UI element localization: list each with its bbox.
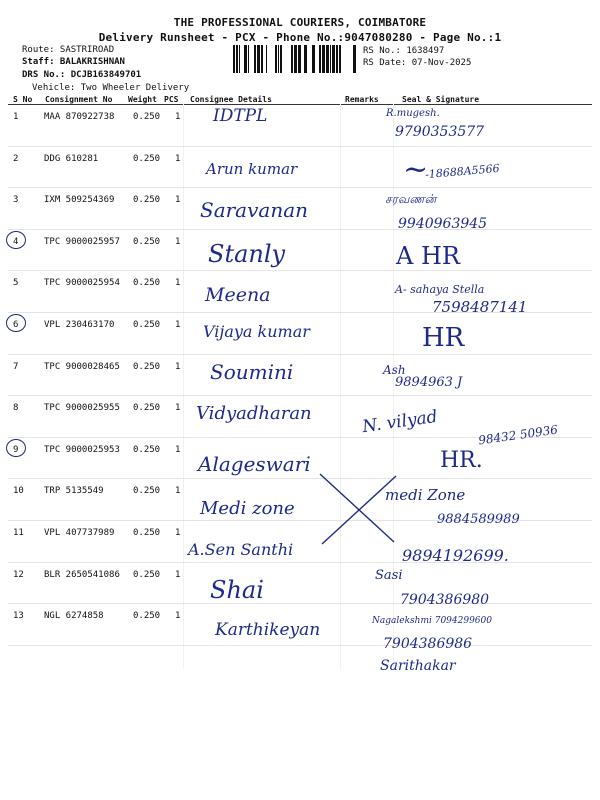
circled-mark	[6, 439, 26, 457]
consignment-number: VPL 230463170	[44, 320, 115, 330]
pcs-value: 1	[175, 361, 181, 372]
barcode-bar	[261, 45, 263, 73]
consignment-number: NGL 6274858	[44, 611, 104, 622]
handwritten-consignee: Meena	[205, 284, 271, 306]
pcs-value: 1	[175, 444, 181, 455]
handwritten-signature: 9894963 J	[395, 375, 463, 390]
handwritten-consignee: Alageswari	[198, 452, 311, 476]
pcs-value: 1	[175, 486, 181, 497]
handwritten-consignee: Saravanan	[200, 198, 309, 222]
pcs-value: 1	[175, 528, 181, 538]
row-divider	[8, 603, 592, 604]
consignment-number: BLR 2650541086	[44, 569, 120, 580]
barcode-bar	[322, 45, 325, 73]
consignment-number: TPC 9000025954	[44, 278, 120, 289]
col-header-signature: Seal & Signature	[402, 95, 480, 104]
serial-number: 3	[13, 195, 19, 206]
barcode-bar	[332, 45, 335, 73]
rs-number: RS No.: 1638497	[363, 46, 445, 56]
handwritten-signature: 7904386980	[400, 592, 490, 608]
barcode-bar	[233, 45, 235, 73]
runsheet-title: THE PROFESSIONAL COURIERS, COIMBATORE	[173, 16, 427, 29]
barcode-bar	[291, 45, 293, 73]
handwritten-signature: Sasi	[375, 568, 403, 583]
rs-date: RS Date: 07-Nov-2025	[363, 58, 472, 68]
cross-out-mark	[318, 472, 398, 547]
row-divider	[8, 395, 592, 396]
pcs-value: 1	[175, 611, 181, 622]
barcode-bar	[336, 45, 338, 73]
row-divider	[8, 187, 592, 188]
pcs-value: 1	[175, 278, 181, 289]
serial-number: 10	[13, 486, 24, 497]
weight-value: 0.250	[133, 278, 161, 289]
col-header-consignee: Consignee Details	[190, 95, 272, 104]
row-divider	[8, 146, 592, 147]
handwritten-consignee: Shai	[210, 576, 264, 604]
handwritten-signature: N. vilyad	[360, 406, 439, 438]
handwritten-consignee: Stanly	[208, 240, 286, 268]
drs-number: DRS No.: DCJB163849701	[22, 70, 142, 80]
handwritten-signature: medi Zone	[385, 486, 466, 504]
consignment-number: TPC 9000025957	[44, 236, 120, 247]
col-header-weight: Weight	[128, 95, 157, 104]
barcode-bar	[312, 45, 315, 73]
weight-value: 0.250	[133, 611, 161, 622]
handwritten-signature: 9940963945	[398, 216, 488, 232]
consignment-number: IXM 509254369	[44, 195, 115, 206]
serial-number: 11	[13, 528, 24, 538]
serial-number: 4	[13, 236, 19, 247]
barcode-bar	[280, 45, 282, 73]
col-header-remarks: Remarks	[345, 95, 379, 104]
pcs-value: 1	[175, 112, 181, 122]
pcs-value: 1	[175, 403, 181, 414]
handwritten-signature: 7598487141	[432, 298, 528, 316]
serial-number: 13	[13, 611, 24, 622]
consignment-number: TPC 9000025953	[44, 444, 120, 455]
row-divider	[8, 270, 592, 271]
weight-value: 0.250	[133, 112, 161, 122]
handwritten-consignee: Vijaya kumar	[203, 322, 310, 341]
header-rule	[8, 104, 592, 105]
barcode-bar	[239, 45, 240, 73]
row-divider	[8, 645, 592, 646]
weight-value: 0.250	[133, 320, 161, 330]
route-text: Route: SASTRIROAD	[22, 45, 115, 55]
handwritten-signature: Ash	[383, 363, 406, 377]
consignment-number: DDG 610281	[44, 153, 99, 164]
serial-number: 1	[13, 112, 19, 122]
circled-mark	[6, 231, 26, 249]
barcode-bar	[326, 45, 329, 73]
consignment-number: MAA 870922738	[44, 112, 115, 122]
table-row	[0, 148, 600, 189]
table-row	[0, 564, 600, 605]
weight-value: 0.250	[133, 444, 161, 455]
barcode-bar	[304, 45, 307, 73]
handwritten-consignee: Vidyadharan	[196, 403, 312, 424]
serial-number: 2	[13, 153, 19, 164]
handwritten-consignee: Arun kumar	[206, 160, 298, 178]
table-row	[0, 106, 600, 147]
row-divider	[8, 229, 592, 230]
weight-value: 0.250	[133, 236, 161, 247]
weight-value: 0.250	[133, 403, 161, 414]
handwritten-consignee: IDTPL	[213, 106, 268, 126]
col-header-consignment: Consignment No	[45, 95, 113, 104]
consignment-number: TRP 5135549	[44, 486, 104, 497]
barcode-bar	[236, 45, 238, 73]
handwritten-signature: சரவணன்	[385, 192, 437, 206]
barcode-bar	[353, 45, 356, 73]
handwritten-consignee: A.Sen Santhi	[188, 540, 294, 559]
handwritten-signature: HR.	[440, 448, 483, 473]
pcs-value: 1	[175, 153, 181, 164]
weight-value: 0.250	[133, 528, 161, 538]
handwritten-signature: R.mugesh.	[386, 108, 440, 119]
barcode-bar	[278, 45, 279, 73]
handwritten-signature: 9894192699.	[402, 546, 509, 565]
vehicle-text: Vehicle: Two Wheeler Delivery	[32, 83, 190, 93]
weight-value: 0.250	[133, 486, 161, 497]
consignment-number: VPL 407737989	[44, 528, 115, 538]
barcode-image	[233, 45, 359, 73]
staff-text: Staff: BALAKRISHNAN	[22, 57, 125, 67]
handwritten-signature: -18688A5566	[424, 161, 501, 182]
weight-value: 0.250	[133, 361, 161, 372]
circled-mark	[6, 314, 26, 332]
barcode-bar	[330, 45, 331, 73]
barcode-bar	[275, 45, 277, 73]
consignment-number: TPC 9000025955	[44, 403, 120, 414]
col-header-sno: S No	[13, 95, 33, 104]
handwritten-signature: Nagalekshmi 7094299600	[372, 616, 492, 626]
serial-number: 6	[13, 320, 19, 330]
weight-value: 0.250	[133, 569, 161, 580]
pcs-value: 1	[175, 320, 181, 330]
row-divider	[8, 478, 592, 479]
handwritten-signature: A- sahaya Stella	[395, 283, 485, 296]
barcode-bar	[248, 45, 249, 73]
pcs-value: 1	[175, 195, 181, 206]
barcode-bar	[266, 45, 267, 73]
handwritten-signature: 7904386986	[383, 636, 473, 652]
serial-number: 12	[13, 569, 24, 580]
handwritten-signature: HR	[422, 323, 465, 353]
barcode-bar	[254, 45, 256, 73]
serial-number: 9	[13, 444, 19, 455]
handwritten-signature: 9884589989	[437, 512, 520, 527]
weight-value: 0.250	[133, 153, 161, 164]
handwritten-consignee: Medi zone	[200, 498, 295, 519]
serial-number: 5	[13, 278, 19, 289]
weight-value: 0.250	[133, 195, 161, 206]
table-row	[0, 356, 600, 397]
table-row	[0, 522, 600, 563]
pcs-value: 1	[175, 236, 181, 247]
signature-scribble: ~	[403, 152, 429, 187]
handwritten-signature: A HR	[396, 242, 460, 270]
barcode-bar	[257, 45, 260, 73]
pcs-value: 1	[175, 569, 181, 580]
handwritten-consignee: Karthikeyan	[215, 620, 321, 640]
barcode-bar	[294, 45, 297, 73]
handwritten-signature: 9790353577	[395, 124, 485, 140]
serial-number: 8	[13, 403, 19, 414]
serial-number: 7	[13, 361, 19, 372]
barcode-bar	[339, 45, 341, 73]
handwritten-signature: 98432 50936	[477, 422, 559, 448]
col-header-pcs: PCS	[164, 95, 179, 104]
row-divider	[8, 354, 592, 355]
runsheet-subtitle: Delivery Runsheet - PCX - Phone No.:9047080280 - Page No.:1	[98, 31, 502, 44]
table-row	[0, 231, 600, 272]
handwritten-consignee: Soumini	[210, 360, 294, 384]
consignment-number: TPC 9000028465	[44, 361, 120, 372]
handwritten-signature: Sarithakar	[380, 658, 456, 674]
barcode-bar	[298, 45, 301, 73]
barcode-bar	[319, 45, 321, 73]
barcode-bar	[244, 45, 247, 73]
